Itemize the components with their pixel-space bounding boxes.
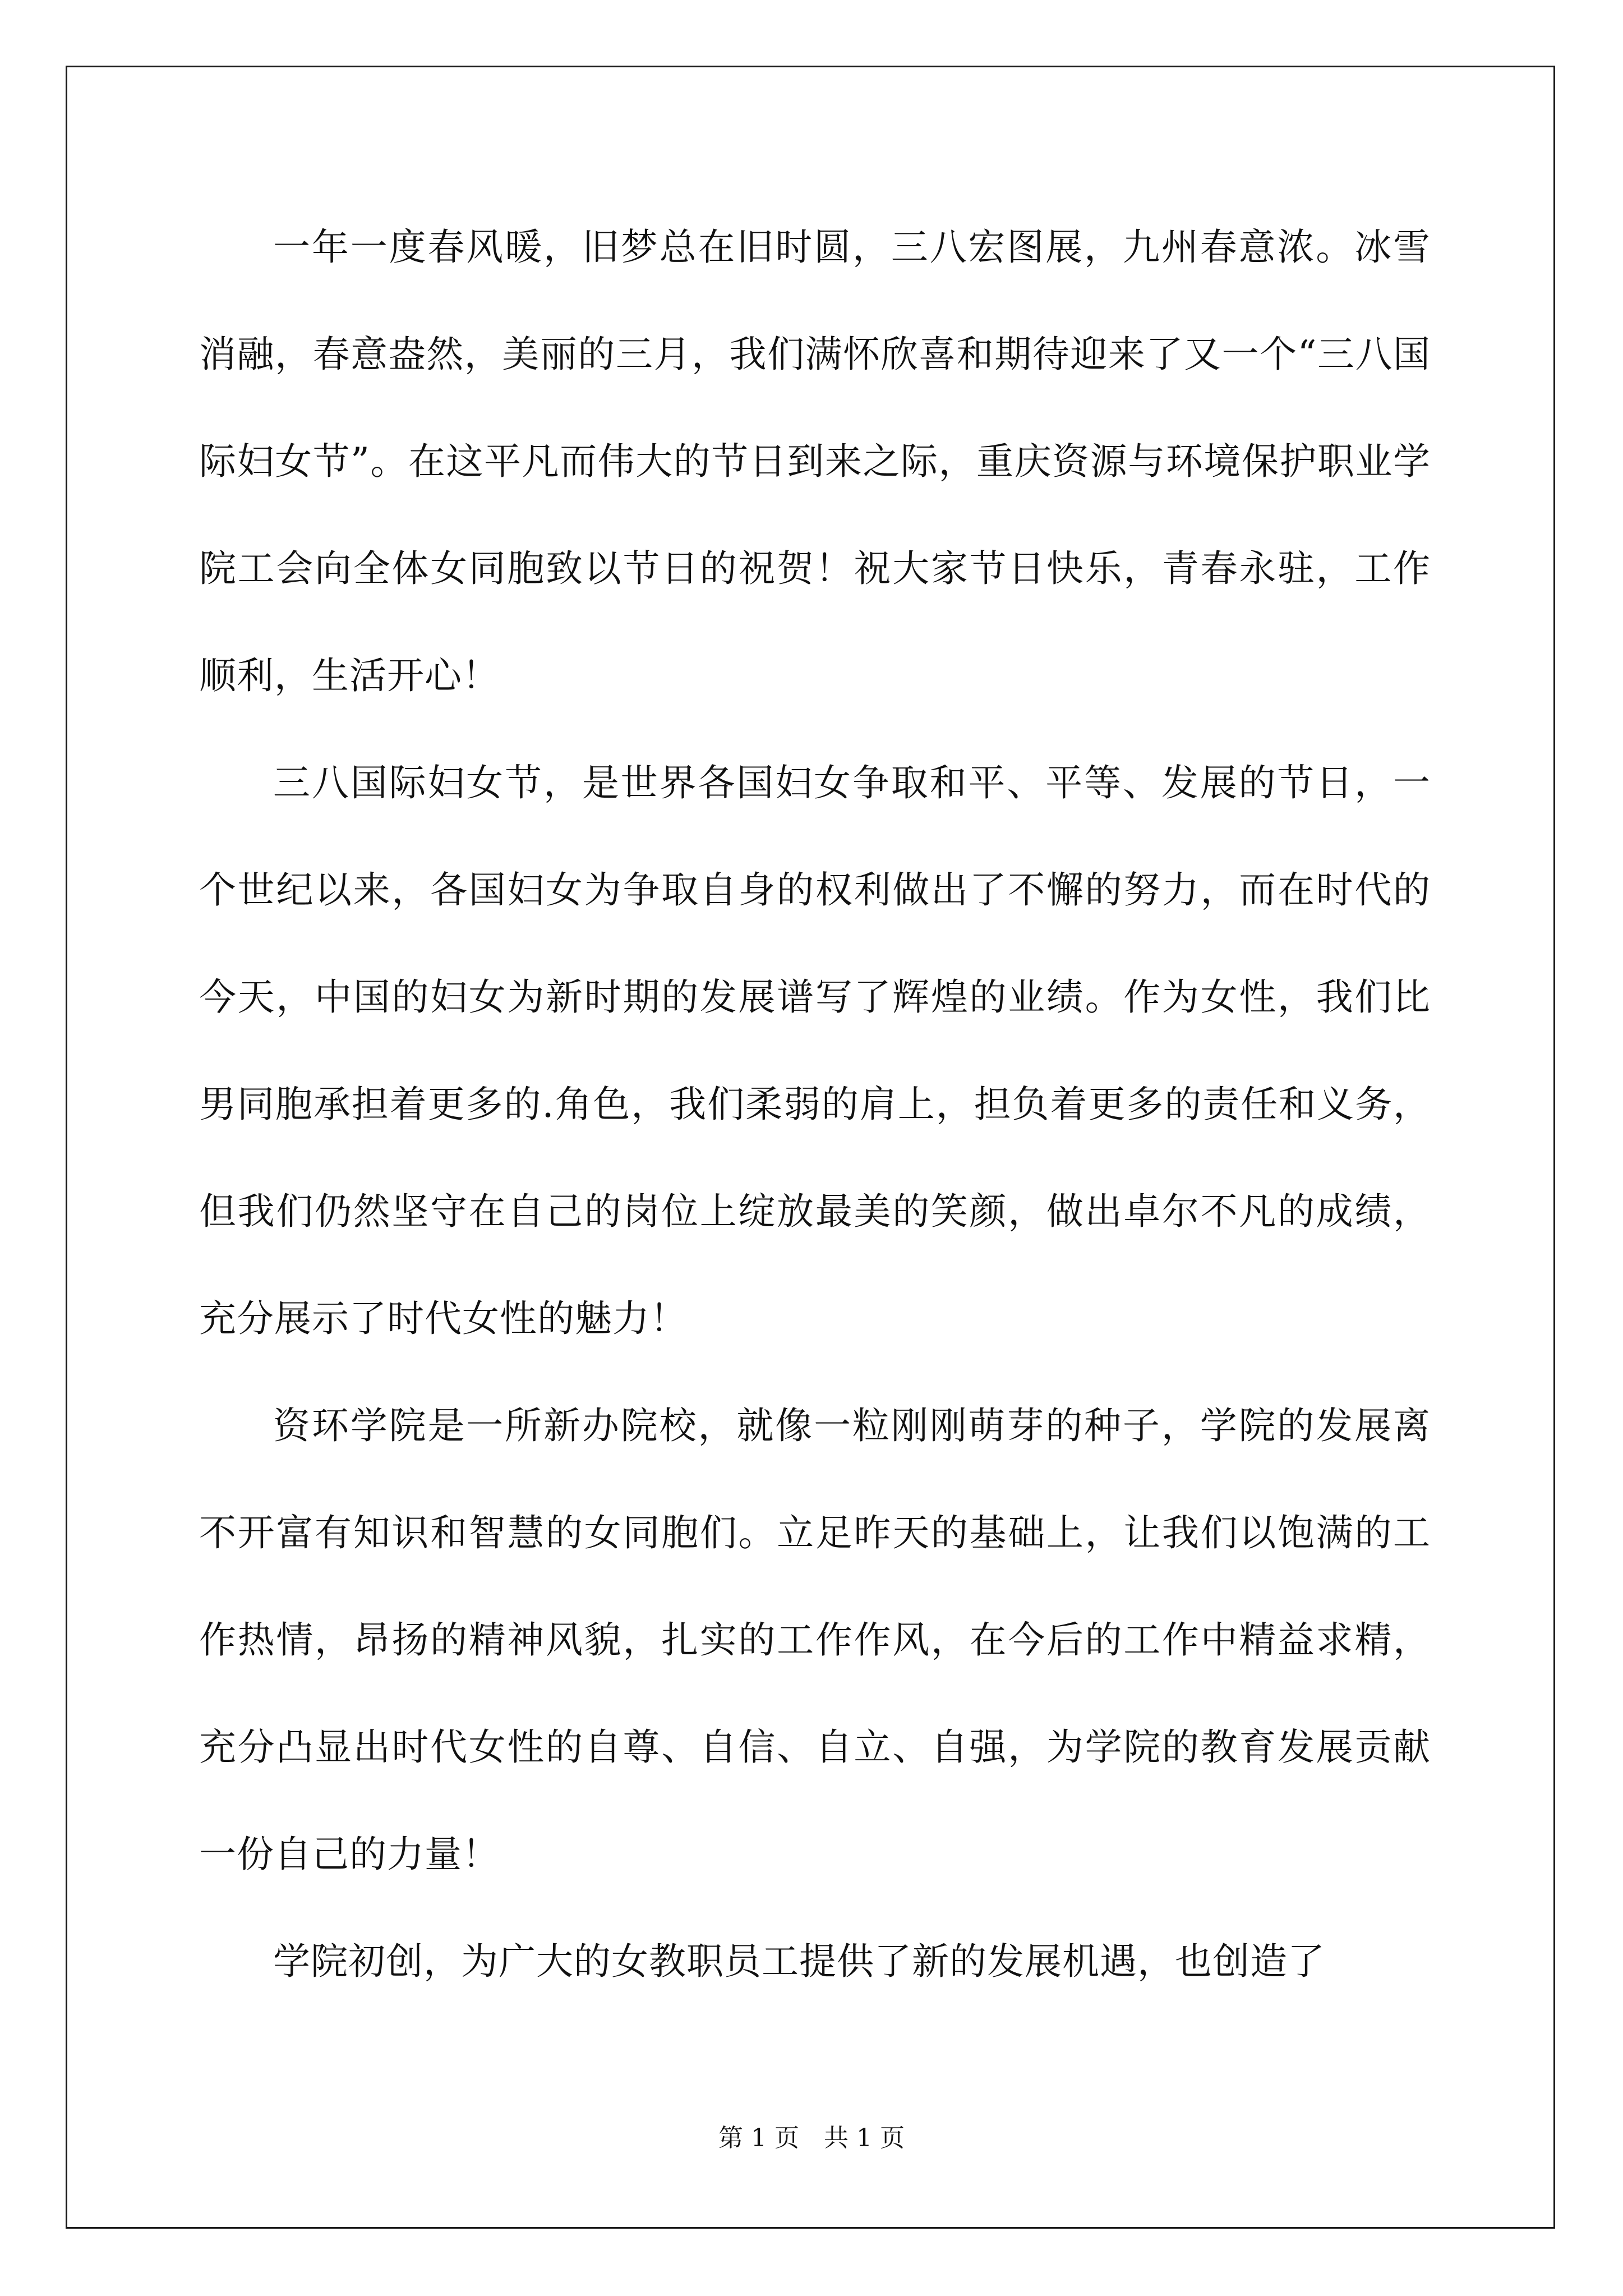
paragraph-3: 资环学院是一所新办院校，就像一粒刚刚萌芽的种子，学院的发展离不开富有知识和智慧的女同胞们。立足昨天的基础上，让我们以饱满的工作热情，昂扬的精神风貌，扎实的工作作风，在今后的工作中精益求精，充分凸显出时代女性的自尊、自信、自立、自强，为学院的教育发展贡献一份自己的力量！ xyxy=(199,1404,1431,1876)
page-number-footer: 第 1 页 共 1 页 xyxy=(718,2124,905,2152)
paragraph-4: 学院初创，为广大的女教职员工提供了新的发展机遇，也创造了 xyxy=(273,1940,1325,1983)
paragraph-1: 一年一度春风暖，旧梦总在旧时圆，三八宏图展，九州春意浓。冰雪消融，春意盎然，美丽的三月，我们满怀欣喜和期待迎来了又一个“三八国际妇女节”。在这平凡而伟大的节日到来之际，重庆资源与环境保护职业学院工会向全体女同胞致以节日的祝贺！祝大家节日快乐，青春永驻，工作顺利，生活开心！ xyxy=(199,226,1431,697)
paragraph-2: 三八国际妇女节，是世界各国妇女争取和平、平等、发展的节日，一个世纪以来，各国妇女为争取自身的权利做出了不懈的努力，而在时代的今天，中国的妇女为新时期的发展谱写了辉煌的业绩。作为女性，我们比男同胞承担着更多的.角色，我们柔弱的肩上，担负着更多的责任和义务，但我们仍然坚守在自己的岗位上绽放最美的笑颜，做出卓尔不凡的成绩，充分展示了时代女性的魅力！ xyxy=(199,761,1431,1340)
document-body xyxy=(199,194,1431,2015)
